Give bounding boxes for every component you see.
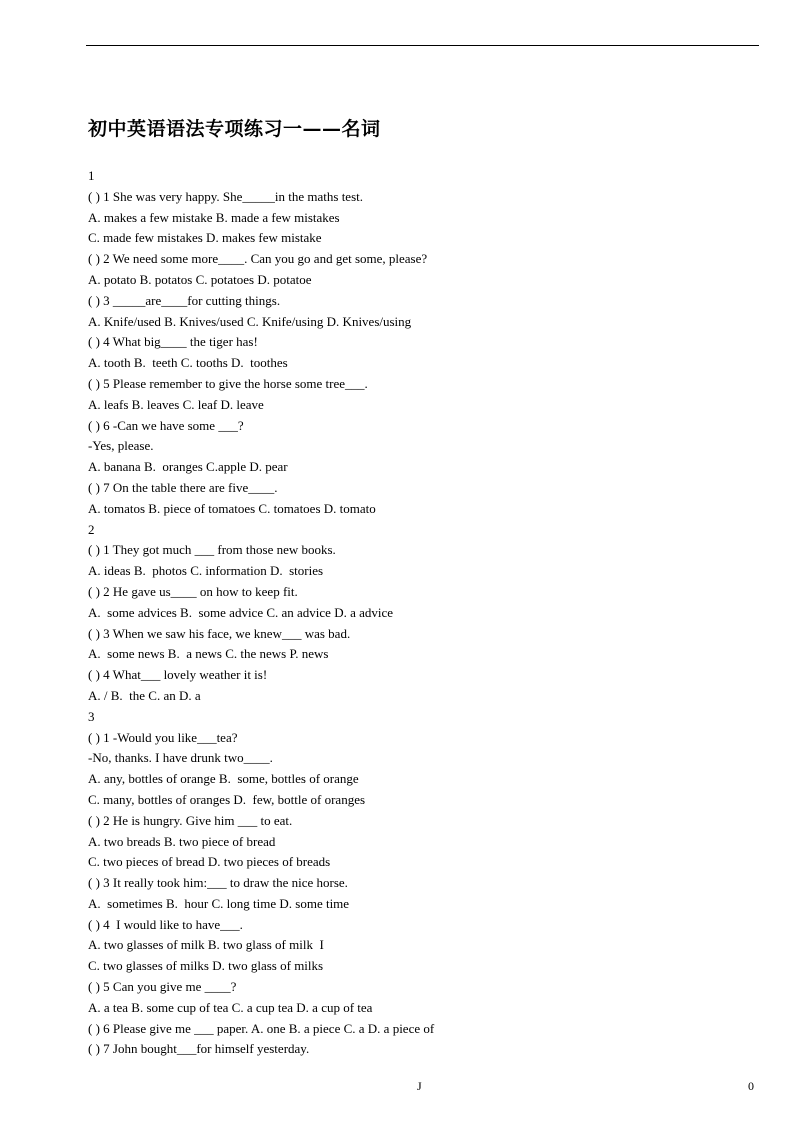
- text-line: A. makes a few mistake B. made a few mistakes: [88, 209, 340, 225]
- text-line: ( ) 2 He is hungry. Give him ___ to eat.: [88, 812, 293, 828]
- text-line: A. potato B. potatos C. potatoes D. potatoe: [88, 271, 312, 287]
- text-line: ( ) 4 What big____ the tiger has!: [88, 334, 258, 350]
- text-line: ( ) 1 She was very happy. She_____in the maths test.: [88, 188, 363, 204]
- exercise-body: [88, 166, 768, 1060]
- text-line: ( ) 6 -Can we have some ___?: [88, 417, 244, 433]
- text-line: ( ) 3 It really took him:___ to draw the nice horse.: [88, 875, 348, 891]
- text-line: A. two glasses of milk B. two glass of milk I: [88, 937, 324, 953]
- text-line: ( ) 3 When we saw his face, we knew___ was bad.: [88, 625, 351, 641]
- text-line: ( ) 2 He gave us____ on how to keep fit.: [88, 583, 298, 599]
- text-line: ( ) 7 On the table there are five____.: [88, 479, 278, 495]
- text-line: ( ) 1 -Would you like___tea?: [88, 729, 238, 745]
- text-line: A. some advices B. some advice C. an advice D. a advice: [88, 604, 394, 620]
- text-line: A. tooth B. teeth C. tooths D. toothes: [88, 355, 288, 371]
- text-line: 2: [88, 521, 95, 537]
- text-line: A. tomatos B. piece of tomatoes C. tomatoes D. tomato: [88, 500, 376, 516]
- text-line: ( ) 4 I would like to have___.: [88, 916, 243, 932]
- text-line: ( ) 3 _____are____for cutting things.: [88, 292, 281, 308]
- text-line: A. banana B. oranges C.apple D. pear: [88, 459, 288, 475]
- text-line: A. any, bottles of orange B. some, bottles of orange: [88, 771, 359, 787]
- text-line: 3: [88, 708, 95, 724]
- text-line: ( ) 1 They got much ___ from those new books.: [88, 542, 336, 558]
- text-line: C. two pieces of bread D. two pieces of breads: [88, 854, 331, 870]
- text-line: A. two breads B. two piece of bread: [88, 833, 276, 849]
- footer-left-mark: J: [417, 1079, 422, 1093]
- text-line: ( ) 4 What___ lovely weather it is!: [88, 667, 268, 683]
- text-line: A. leafs B. leaves C. leaf D. leave: [88, 396, 264, 412]
- text-line: A. some news B. a news C. the news P. news: [88, 646, 329, 662]
- text-line: ( ) 5 Please remember to give the horse some tree___.: [88, 375, 368, 391]
- text-line: C. many, bottles of oranges D. few, bottle of oranges: [88, 791, 366, 807]
- document-title: 初中英语语法专项练习一——名词: [88, 118, 381, 140]
- text-line: A. / B. the C. an D. a: [88, 687, 201, 703]
- text-line: ( ) 7 John bought___for himself yesterday.: [88, 1041, 310, 1057]
- text-line: A. Knife/used B. Knives/used C. Knife/using D. Knives/using: [88, 313, 412, 329]
- text-line: 1: [88, 168, 95, 183]
- page-number: 0: [748, 1079, 754, 1093]
- header-rule: [86, 45, 759, 46]
- text-line: A. a tea B. some cup of tea C. a cup tea D. a cup of tea: [88, 999, 373, 1015]
- text-line: A. ideas B. photos C. information D. stories: [88, 563, 324, 579]
- text-line: ( ) 6 Please give me ___ paper. A. one B. a piece C. a D. a piece of: [88, 1020, 435, 1036]
- text-line: C. two glasses of milks D. two glass of milks: [88, 958, 324, 974]
- text-line: A. sometimes B. hour C. long time D. some time: [88, 895, 350, 911]
- text-line: ( ) 5 Can you give me ____?: [88, 979, 237, 995]
- text-line: C. made few mistakes D. makes few mistake: [88, 230, 322, 246]
- text-line: -Yes, please.: [88, 438, 154, 454]
- text-line: ( ) 2 We need some more____. Can you go and get some, please?: [88, 251, 428, 267]
- text-line: -No, thanks. I have drunk two____.: [88, 750, 273, 766]
